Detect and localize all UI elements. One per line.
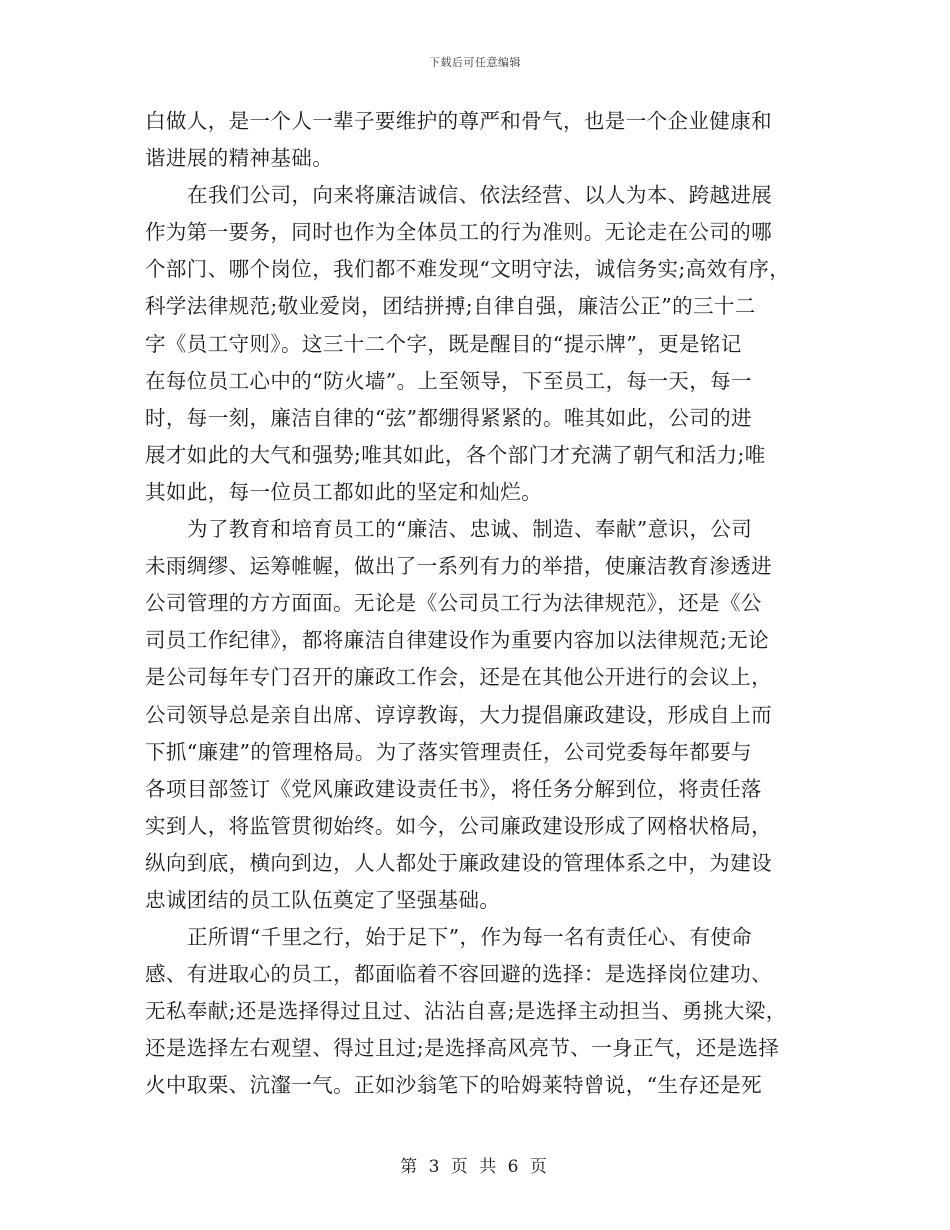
paragraph-start-line: 为了教育和培育员工的“廉洁、忠诚、制造、奉献”意识，公司 <box>187 517 753 542</box>
text-line: 实到人，将监管贯彻始终。如今，公司廉政建设形成了网格状格局， <box>145 813 772 838</box>
document-body <box>145 103 805 1105</box>
text-line: 纵向到底，横向到边，人人都处于廉政建设的管理体系之中，为建设 <box>145 850 772 875</box>
text-line: 司员工作纪律》，都将廉洁自律建设作为重要内容加以法律规范;无论 <box>145 628 770 653</box>
text-line: 白做人，是一个人一辈子要维护的尊严和骨气，也是一个企业健康和 <box>145 109 772 133</box>
text-line: 忠诚团结的员工队伍奠定了坚强基础。 <box>145 887 501 912</box>
text-line: 各项目部签订《党风廉政建设责任书》，将任务分解到位，将责任落 <box>145 776 762 801</box>
paragraph-start-line: 在我们公司，向来将廉洁诚信、依法经营、以人为本、跨越进展 <box>187 183 773 208</box>
text-line: 时，每一刻，廉洁自律的“弦”都绷得紧紧的。唯其如此，公司的进 <box>145 405 752 430</box>
text-line: 火中取栗、沆瀣一气。正如沙翁笔下的哈姆莱特曾说，“生存还是死 <box>145 1073 762 1098</box>
text-line: 未雨绸缪、运筹帷幄，做出了一系列有力的举措，使廉洁教育渗透进 <box>145 554 772 579</box>
text-line: 在每位员工心中的“防火墙”。上至领导，下至员工，每一天，每一 <box>145 368 752 393</box>
text-line: 个部门、哪个岗位，我们都不难发现“文明守法，诚信务实;高效有序， <box>145 257 791 282</box>
text-line: 作为第一要务，同时也作为全体员工的行为准则。无论走在公司的哪 <box>145 220 772 245</box>
text-line: 其如此，每一位员工都如此的坚定和灿烂。 <box>145 479 543 504</box>
text-line: 科学法律规范;敬业爱岗，团结拼搏;自律自强，廉洁公正”的三十二 <box>145 294 756 319</box>
text-line: 无私奉献;还是选择得过且过、沾沾自喜;是选择主动担当、勇挑大梁， <box>145 999 787 1024</box>
text-line: 公司领导总是亲自出席、谆谆教诲，大力提倡廉政建设，形成自上而 <box>145 702 772 727</box>
text-line: 下抓“廉建”的管理格局。为了落实管理责任，公司党委每年都要与 <box>145 739 752 764</box>
text-line: 谐进展的精神基础。 <box>145 146 334 171</box>
page-number-footer: 第 3 页 共 6 页 <box>400 1157 550 1177</box>
page-header-note: 下载后可任意编辑 <box>429 56 521 69</box>
text-line: 字《员工守则》。这三十二个字，既是醒目的“提示牌”，更是铭记 <box>145 331 742 356</box>
text-line: 展才如此的大气和强势;唯其如此，各个部门才充满了朝气和活力;唯 <box>145 442 766 467</box>
text-line: 是公司每年专门召开的廉政工作会，还是在其他公开进行的会议上， <box>145 665 772 690</box>
text-line: 还是选择左右观望、得过且过;是选择高风亮节、一身正气，还是选择 <box>145 1036 780 1061</box>
text-line: 公司管理的方方面面。无论是《公司员工行为法律规范》，还是《公 <box>145 591 762 616</box>
text-line: 感、有进取心的员工，都面临着不容回避的选择：是选择岗位建功、 <box>145 962 772 987</box>
paragraph-start-line: 正所谓“千里之行，始于足下”，作为每一名有责任心、有使命 <box>187 925 753 950</box>
